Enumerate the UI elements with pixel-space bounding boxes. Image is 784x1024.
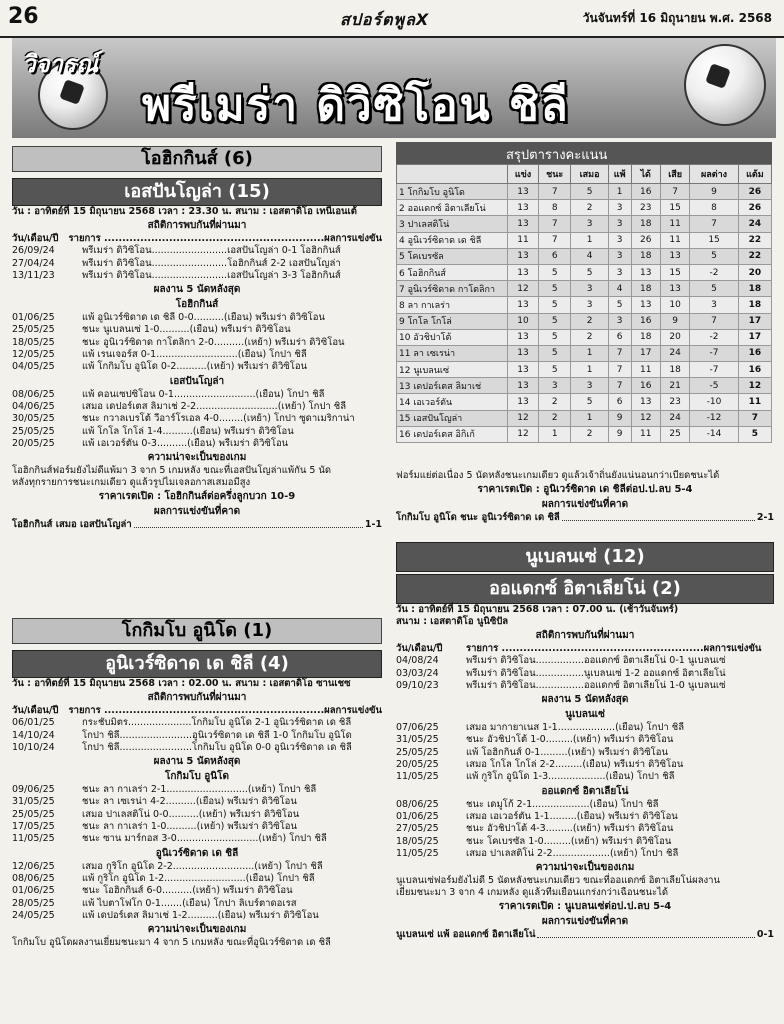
stat-cell: 2 — [571, 426, 608, 442]
match3-info: วัน : อาทิตย์ที่ 15 มิถุนายน 2568 เวลา : 07.00 น. (เช้าวันจันทร์) — [396, 604, 679, 615]
stat-cell: 7 — [660, 184, 689, 200]
stat-cell: 2 — [571, 313, 608, 329]
stat-cell: 13 — [508, 216, 539, 232]
page-number: 26 — [8, 4, 39, 29]
standings-row — [397, 362, 772, 378]
match3-home-team: นูเบลนเซ่ (12) — [396, 542, 774, 572]
stat-cell: 11 — [631, 426, 660, 442]
match3-away-label: ออแดกซ์ อิตาเลียโน่ — [541, 785, 629, 797]
stat-cell: 13 — [631, 394, 660, 410]
match3-prediction: นูเบลนเซ่ แพ้ ออแดกซ์ อิตาเลียโน่ 0-1 — [396, 929, 774, 941]
match3-odds: ราคาเรตเปิด : นูเบลนเซ่ต่อป.ป.ลบ 5-4 — [498, 901, 672, 913]
standings-row — [397, 297, 772, 313]
stat-cell: 3 — [539, 378, 571, 394]
stat-cell: 12 — [631, 410, 660, 426]
standings-row — [397, 378, 772, 394]
stat-cell: 7 — [738, 410, 771, 426]
stat-cell: 13 — [508, 297, 539, 313]
stat-cell: 6 — [539, 248, 571, 264]
match2-prob-title: ความน่าจะเป็นของเกม — [147, 924, 247, 936]
stat-cell: 13 — [508, 345, 539, 361]
match1-info: วัน : อาทิตย์ที่ 15 มิถุนายน 2568 เวลา : 23.30 น. สนาม : เอสตาดิโอ เทนีเอนเต้ — [12, 206, 357, 217]
stat-cell: 6 — [608, 394, 631, 410]
stat-cell: 5 — [539, 297, 571, 313]
match1-away-label: เอสปันโญล่า — [169, 375, 225, 387]
match2-tail — [396, 470, 774, 524]
match2-info: วัน : อาทิตย์ที่ 15 มิถุนายน 2568 เวลา : 02.00 น. สนาม : เอสตาดิโอ ซานเชซ — [12, 678, 351, 689]
table-row: 17/05/25 ชนะ ลา กาเลร่า 1-0..........(เหย้า) พรีเมร่า ดิวิซิโอน — [12, 821, 297, 833]
stat-cell: 11 — [660, 216, 689, 232]
stat-cell: 20 — [738, 264, 771, 280]
stat-cell: 5 — [571, 394, 608, 410]
stat-cell: 15 — [690, 232, 738, 248]
issue-date: วันจันทร์ที่ 16 มิถุนายน พ.ศ. 2568 — [582, 11, 772, 25]
stat-cell: 1 — [608, 184, 631, 200]
match2-prob-text-cont: ฟอร์มแย่ต่อเนื่อง 5 นัดหลังชนะเกมเดียว ดูแล้วเจ้าถิ่นยังแน่นอนกว่าเบียดชนะได้ — [396, 470, 720, 481]
team-name-cell: 11 ลา เซเรน่า — [397, 345, 508, 361]
table-row: 06/01/25 กระชับมิตร.....................โกกิมโบ อูนิโด 2-1 อูนิเวร์ซิดาด เด ชิลี — [12, 717, 352, 729]
team-name-cell: 1 โกกิมโบ อูนิโด — [397, 184, 508, 200]
match2-prob-text: โกกิมโบ อูนิโดผลงานเยี่ยมชนะมา 4 จาก 5 เกมหลัง ขณะที่อูนิเวร์ซิดาด เด ชิลี — [12, 937, 331, 949]
standings-row — [397, 184, 772, 200]
match1-body — [12, 206, 382, 531]
stat-cell: 3 — [608, 232, 631, 248]
table-row: 10/10/24 โกปา ชิลี........................โกกิมโบ อูนิโด 0-0 อูนิเวร์ซิดาด เด ชิลี — [12, 741, 352, 753]
stat-cell: 13 — [631, 297, 660, 313]
standings-row — [397, 410, 772, 426]
stat-cell: 26 — [738, 200, 771, 216]
stat-cell: 1 — [571, 362, 608, 378]
team-name-cell: 12 นูเบลนเซ่ — [397, 362, 508, 378]
stat-cell: 10 — [508, 313, 539, 329]
stat-cell: -5 — [690, 378, 738, 394]
match1-prob-text: หลังทุกรายการชนะเกมเดียว ดูแล้วรูปไมเจลอกาสเสมอมีสูง — [12, 477, 251, 489]
match2-home-team: โกกิมโบ อูนิโด (1) — [12, 618, 382, 644]
banner-title: พรีเมร่า ดิวิซิโอน ชิลี — [142, 80, 570, 131]
table-row: 28/05/25 แพ้ ไบตาโฟโก 0-1.......(เยือน) โกปา ลิเบร์ตาดอเรส — [12, 897, 297, 909]
stat-cell: 13 — [660, 248, 689, 264]
stat-cell: 13 — [631, 264, 660, 280]
standings-row — [397, 394, 772, 410]
stat-cell: 7 — [539, 232, 571, 248]
standings-table — [396, 164, 772, 443]
table-row: 04/08/24 พรีเมร่า ดิวิซิโอน................ออแดกซ์ อิตาเลียโน่ 0-1 นูเบลนเซ่ — [396, 655, 726, 667]
match2-home-label: โกกิมโบ อูนิโด — [165, 771, 229, 783]
stat-cell: 1 — [539, 426, 571, 442]
stat-cell: 4 — [571, 248, 608, 264]
stat-cell: 12 — [508, 426, 539, 442]
table-row: 08/06/25 ชนะ เดมูโก้ 2-1...................(เยือน) โกปา ชิลี — [396, 798, 659, 810]
stat-cell: 3 — [608, 264, 631, 280]
match1-home-team: โอฮิกกินส์ (6) — [12, 146, 382, 172]
stat-cell: 17 — [738, 329, 771, 345]
table-row: 18/05/25 ชนะ โคเบรซัล 1-0.........(เหย้า) พรีเมร่า ดิวิซิโอน — [396, 835, 672, 847]
stat-cell: 5 — [539, 329, 571, 345]
stat-cell: 12 — [738, 378, 771, 394]
standings-row — [397, 281, 772, 297]
stat-cell: 11 — [631, 362, 660, 378]
table-row: 24/05/25 แพ้ เดปอร์เตส ลิมาเช่ 1-2..........(เยือน) พรีเมร่า ดิวิซิโอน — [12, 909, 319, 921]
stat-cell: 2 — [539, 410, 571, 426]
table-row: 11/05/25 แพ้ กูริโก อูนิโด 1-3...................(เยือน) โกปา ชิลี — [396, 771, 675, 783]
stat-cell: 16 — [738, 362, 771, 378]
table-row: 30/05/25 ชนะ กวาลเบรโต้ วีอาร์โรเอล 4-0........(เหย้า) โกปา ซูดาเมริกาน่า — [12, 413, 355, 425]
stat-cell: 3 — [608, 200, 631, 216]
stat-cell: 13 — [508, 264, 539, 280]
stat-cell: -14 — [690, 426, 738, 442]
table-row: 13/11/23 พรีเมร่า ดิวิซิโอน.........................เอสปันโญล่า 3-3 โอฮิกกินส์ — [12, 269, 341, 281]
match2-body — [12, 678, 382, 949]
match3-body — [396, 604, 774, 941]
stat-cell: 16 — [738, 345, 771, 361]
stat-cell: 3 — [571, 378, 608, 394]
stat-cell: 6 — [608, 329, 631, 345]
standings-row — [397, 200, 772, 216]
stat-cell: 15 — [660, 264, 689, 280]
stat-cell: 23 — [660, 394, 689, 410]
match3-h2h-header: วัน/เดือน/ปี รายการ ........................................................ผลการแข่งขัน — [396, 643, 762, 654]
match2-h2h-title: สถิติการพบกันที่ผ่านมา — [147, 692, 247, 703]
match3-pred-title: ผลการแข่งขันที่คาด — [541, 916, 629, 928]
stat-cell: 5 — [539, 362, 571, 378]
team-name-cell: 16 เดปอร์เตส อิกิเก้ — [397, 426, 508, 442]
stat-cell: 7 — [608, 378, 631, 394]
table-row: 01/06/25 เสมอ เอเวอร์ตัน 1-1.........(เยือน) พรีเมร่า ดิวิซิโอน — [396, 810, 678, 822]
stat-cell: -7 — [690, 345, 738, 361]
table-row: 18/05/25 ชนะ อูนิเวร์ซิดาด กาโตลิกา 2-0..........(เหย้า) พรีเมร่า ดิวิซิโอน — [12, 336, 345, 348]
stat-cell: 24 — [738, 216, 771, 232]
table-row: 31/05/25 ชนะ อัวชิปาโต้ 1-0.........(เหย้า) พรีเมร่า ดิวิซิโอน — [396, 734, 674, 746]
match3-prob-text: นูเบลนเซ่ฟอร์มยังไม่ดี 5 นัดหลังชนะเกมเดียว ขณะที่ออแดกซ์ อิตาเลียโน่ผลงาน — [396, 875, 720, 887]
match1-prediction: โอฮิกกินส์ เสมอ เอสปันโญล่า 1-1 — [12, 519, 382, 531]
table-row: 12/05/25 แพ้ เรนเจอร์ส 0-1...........................(เยือน) โกปา ชิลี — [12, 349, 307, 361]
stat-cell: 3 — [608, 216, 631, 232]
stat-cell: 5 — [571, 264, 608, 280]
team-name-cell: 4 อูนิเวร์ซิดาด เด ชิลี — [397, 232, 508, 248]
team-name-cell: 13 เดปอร์เตส ลิมาเช่ — [397, 378, 508, 394]
stat-cell: 23 — [631, 200, 660, 216]
stat-cell: 3 — [571, 297, 608, 313]
stat-cell: 1 — [571, 345, 608, 361]
stat-cell: 5 — [690, 248, 738, 264]
stat-cell: 13 — [508, 184, 539, 200]
match2-pred-title: ผลการแข่งขันที่คาด — [541, 499, 629, 510]
stat-cell: 13 — [508, 329, 539, 345]
stat-cell: 12 — [508, 410, 539, 426]
table-row: 11/05/25 เสมอ ปาเลสติโน่ 2-2...................(เหย้า) โกปา ชิลี — [396, 847, 679, 859]
stat-cell: 5 — [738, 426, 771, 442]
match3-away-team: ออแดกซ์ อิตาเลียโน่ (2) — [396, 574, 774, 604]
table-row: 25/05/25 เสมอ ปาเลสติโน่ 0-0..........(เหย้า) พรีเมร่า ดิวิซิโอน — [12, 808, 300, 820]
match3-prob-title: ความน่าจะเป็นของเกม — [535, 862, 635, 874]
table-row: 31/05/25 ชนะ ลา เซเรน่า 4-2..........(เยือน) พรีเมร่า ดิวิซิโอน — [12, 796, 297, 808]
standings-row — [397, 264, 772, 280]
stat-cell: 7 — [539, 216, 571, 232]
stat-cell: 13 — [508, 378, 539, 394]
stat-cell: 2 — [539, 394, 571, 410]
table-row: 09/06/25 ชนะ ลา กาเลร่า 2-1...........................(เหย้า) โกปา ชิลี — [12, 784, 317, 796]
standings-row — [397, 232, 772, 248]
standings-row — [397, 313, 772, 329]
stat-cell: 18 — [738, 281, 771, 297]
newspaper-logo: สปอร์ตพูลX — [340, 10, 430, 29]
standings-row — [397, 248, 772, 264]
team-name-cell: 6 โอฮิกกินส์ — [397, 264, 508, 280]
table-row: 04/05/25 แพ้ โกกิมโบ อูนิโด 0-2..........(เหย้า) พรีเมร่า ดิวิซิโอน — [12, 361, 308, 373]
match1-away-team: เอสปันโญล่า (15) — [12, 178, 382, 206]
standings-row — [397, 216, 772, 232]
table-row: 25/05/25 แพ้ โอฮิกกินส์ 0-1.........(เหย้า) พรีเมร่า ดิวิซิโอน — [396, 746, 668, 758]
stat-cell: 11 — [508, 232, 539, 248]
team-name-cell: 9 โกโล โกโล่ — [397, 313, 508, 329]
table-row: 01/06/25 ชนะ โอฮิกกินส์ 6-0..........(เหย้า) พรีเมร่า ดิวิซิโอน — [12, 885, 293, 897]
table-row: 11/05/25 ชนะ ซาน มาร์กอส 3-0...........................(เหย้า) โกปา ชิลี — [12, 833, 327, 845]
stat-cell: 3 — [608, 248, 631, 264]
table-row: 26/09/24 พรีเมร่า ดิวิซิโอน.........................เอสปันโญล่า 0-1 โอฮิกกินส์ — [12, 245, 341, 257]
team-name-cell: 3 ปาเลสติโน่ — [397, 216, 508, 232]
stat-cell: 7 — [608, 362, 631, 378]
stat-cell: 7 — [539, 184, 571, 200]
stat-cell: 3 — [571, 281, 608, 297]
stat-cell: 5 — [539, 281, 571, 297]
stat-cell: 17 — [738, 313, 771, 329]
stat-cell: -2 — [690, 264, 738, 280]
stat-cell: 11 — [660, 232, 689, 248]
match2-away-label: อูนิเวร์ซิดาด เด ชิลี — [155, 847, 239, 859]
match2-away-team: อูนิเวร์ซิดาด เด ชิลี (4) — [12, 650, 382, 678]
match3-h2h-title: สถิติการพบกันที่ผ่านมา — [535, 630, 635, 641]
standings-header-row — [397, 165, 772, 184]
stat-cell: 7 — [608, 345, 631, 361]
stat-cell: 24 — [660, 410, 689, 426]
stat-cell: 5 — [690, 281, 738, 297]
match2-odds: ราคาเรตเปิด : อูนิเวร์ซิดาด เด ชิลีต่อป.ป.ลบ 5-4 — [477, 484, 693, 495]
stat-cell: 12 — [508, 281, 539, 297]
stat-cell: -10 — [690, 394, 738, 410]
stat-cell: 16 — [631, 313, 660, 329]
match1-prob-text: โอฮิกกินส์ฟอร์มยังไม่ดีแพ้มา 3 จาก 5 เกมหลัง ขณะที่เอสปันโญล่าแพ้กัน 5 นัด — [12, 465, 332, 477]
stat-cell: 24 — [660, 345, 689, 361]
banner-kicker: วิจารณ์ — [22, 50, 99, 78]
table-row: 20/05/25 เสมอ โกโล โกโล่ 2-2.........(เยือน) พรีเมร่า ดิวิซิโอน — [396, 759, 684, 771]
match1-prob-title: ความน่าจะเป็นของเกม — [147, 452, 247, 464]
col-team — [397, 165, 508, 184]
table-row: 03/03/24 พรีเมร่า ดิวิซิโอน................นูเบลนเซ่ 1-2 ออแดกซ์ อิตาเลียโน่ — [396, 667, 726, 679]
team-name-cell: 15 เอสปันโญล่า — [397, 410, 508, 426]
table-row: 25/05/25 แพ้ โกโล โกโล่ 1-4..........(เยือน) พรีเมร่า ดิวิซิโอน — [12, 425, 294, 437]
match1-pred-title: ผลการแข่งขันที่คาด — [153, 506, 241, 518]
stat-cell: 5 — [539, 345, 571, 361]
stat-cell: 9 — [660, 313, 689, 329]
col-drawn: เสมอ — [571, 165, 608, 184]
table-row: 04/06/25 เสมอ เดปอร์เตส ลิมาเช่ 2-2...........................(เหย้า) โกปา ชิลี — [12, 400, 347, 412]
stat-cell: 18 — [631, 329, 660, 345]
stat-cell: 22 — [738, 248, 771, 264]
table-row: 20/05/25 แพ้ เอเวอร์ตัน 0-3..........(เยือน) พรีเมร่า ดิวิซิโอน — [12, 437, 289, 449]
article-banner — [12, 38, 776, 138]
table-row: 27/05/25 ชนะ อัวชิปาโต้ 4-3.........(เหย้า) พรีเมร่า ดิวิซิโอน — [396, 823, 674, 835]
team-name-cell: 8 ลา กาเลร่า — [397, 297, 508, 313]
stat-cell: 26 — [631, 232, 660, 248]
table-row: 12/06/25 เสมอ กูริโก อูนิโด 2-2...........................(เหย้า) โกปา ชิลี — [12, 860, 323, 872]
stat-cell: 9 — [690, 184, 738, 200]
table-row: 08/06/25 แพ้ คอนเซปซิโอน 0-1...........................(เยือน) โกปา ชิลี — [12, 388, 325, 400]
stat-cell: 10 — [660, 297, 689, 313]
match2-h2h-header: วัน/เดือน/ปี รายการ .............................................................ผลการแข่งขัน — [12, 705, 382, 716]
table-row: 01/06/25 แพ้ อูนิเวร์ซิดาด เด ชิลี 0-0..........(เยือน) พรีเมร่า ดิวิซิโอน — [12, 312, 325, 324]
stat-cell: -7 — [690, 362, 738, 378]
table-row: 25/05/25 ชนะ นูเบลนเซ่ 1-0..........(เยือน) พรีเมร่า ดิวิซิโอน — [12, 324, 291, 336]
team-name-cell: 7 อูนิเวร์ซิดาด กาโตลิกา — [397, 281, 508, 297]
match1-h2h-title: สถิติการพบกันที่ผ่านมา — [147, 220, 247, 231]
stat-cell: 13 — [508, 362, 539, 378]
match1-h2h-header: วัน/เดือน/ปี รายการ .............................................................ผลการแข่งขัน — [12, 233, 382, 244]
team-name-cell: 2 ออแดกซ์ อิตาเลียโน่ — [397, 200, 508, 216]
standings-body — [397, 184, 772, 443]
stat-cell: 2 — [571, 200, 608, 216]
stat-cell: 3 — [608, 313, 631, 329]
stat-cell: 16 — [631, 184, 660, 200]
stat-cell: 18 — [738, 297, 771, 313]
stat-cell: 16 — [631, 378, 660, 394]
stat-cell: -12 — [690, 410, 738, 426]
stat-cell: 3 — [690, 297, 738, 313]
match3-prob-text: เยี่ยมชนะมา 3 จาก 4 เกมหลัง ดูแล้วทีมเยือนแกร่งกว่าเฉือนชนะได้ — [396, 887, 669, 899]
stat-cell: 5 — [608, 297, 631, 313]
standings-title: สรุปตารางคะแนน — [396, 142, 772, 164]
table-row: 09/10/23 พรีเมร่า ดิวิซิโอน................ออแดกซ์ อิตาเลียโน่ 1-0 นูเบลนเซ่ — [396, 679, 726, 691]
stat-cell: 17 — [631, 345, 660, 361]
col-lost: แพ้ — [608, 165, 631, 184]
col-played: แข่ง — [508, 165, 539, 184]
stat-cell: 7 — [690, 216, 738, 232]
stat-cell: 18 — [660, 362, 689, 378]
standings-panel — [396, 142, 772, 443]
col-for: ได้ — [631, 165, 660, 184]
stat-cell: 13 — [508, 200, 539, 216]
stat-cell: 18 — [631, 281, 660, 297]
stat-cell: 3 — [571, 216, 608, 232]
stat-cell: 2 — [571, 329, 608, 345]
table-row: 14/10/24 โกปา ชิลี........................อูนิเวร์ซิดาด เด ชิลี 1-0 โกกิมโบ อูนิโด — [12, 729, 352, 741]
table-row: 27/04/24 พรีเมร่า ดิวิซิโอน.........................โอฮิกกินส์ 2-2 เอสปันโญล่า — [12, 257, 341, 269]
team-name-cell: 10 อัวชิปาโต้ — [397, 329, 508, 345]
stat-cell: 11 — [738, 394, 771, 410]
stat-cell: 25 — [660, 426, 689, 442]
col-won: ชนะ — [539, 165, 571, 184]
stat-cell: 26 — [738, 184, 771, 200]
match1-last5-title: ผลงาน 5 นัดหลังสุด — [153, 284, 241, 296]
col-diff: ผลต่าง — [690, 165, 738, 184]
table-row: 08/06/25 แพ้ กูริโก อูนิโด 1-2...........................(เยือน) โกปา ชิลี — [12, 872, 315, 884]
team-name-cell: 5 โคเบรซัล — [397, 248, 508, 264]
match1-odds: ราคาเรตเปิด : โอฮิกกินส์ต่อครึ่งลูกบวก 10-9 — [98, 491, 296, 503]
soccer-ball-icon — [684, 44, 766, 126]
stat-cell: 7 — [690, 313, 738, 329]
match1-home-label: โอฮิกกินส์ — [175, 299, 219, 311]
stat-cell: 13 — [508, 248, 539, 264]
match3-home-label: นูเบลนเซ่ — [565, 709, 605, 721]
stat-cell: 20 — [660, 329, 689, 345]
match3-last5-title: ผลงาน 5 นัดหลังสุด — [541, 694, 629, 706]
stat-cell: 9 — [608, 426, 631, 442]
stat-cell: 5 — [539, 264, 571, 280]
match2-prediction: โกกิมโบ อูนิโด ชนะ อูนิเวร์ซิดาด เด ชิลี 2-1 — [396, 512, 774, 523]
stat-cell: 5 — [571, 184, 608, 200]
stat-cell: 8 — [690, 200, 738, 216]
stat-cell: 1 — [571, 232, 608, 248]
stat-cell: -2 — [690, 329, 738, 345]
table-row: 07/06/25 เสมอ มากายาเนส 1-1...................(เยือน) โกปา ชิลี — [396, 722, 685, 734]
stat-cell: 9 — [608, 410, 631, 426]
stat-cell: 18 — [631, 248, 660, 264]
stat-cell: 15 — [660, 200, 689, 216]
stat-cell: 5 — [539, 313, 571, 329]
team-name-cell: 14 เอเวอร์ตัน — [397, 394, 508, 410]
col-points: แต้ม — [738, 165, 771, 184]
stat-cell: 13 — [508, 394, 539, 410]
stat-cell: 4 — [608, 281, 631, 297]
stat-cell: 18 — [631, 216, 660, 232]
page-header — [0, 0, 784, 38]
standings-row — [397, 329, 772, 345]
standings-row — [397, 345, 772, 361]
match2-last5-title: ผลงาน 5 นัดหลังสุด — [153, 756, 241, 768]
stat-cell: 13 — [660, 281, 689, 297]
match3-venue: สนาม : เอสตาดิโอ นูนิซิปัล — [396, 616, 509, 627]
stat-cell: 1 — [571, 410, 608, 426]
standings-row — [397, 426, 772, 442]
col-against: เสีย — [660, 165, 689, 184]
stat-cell: 22 — [738, 232, 771, 248]
stat-cell: 21 — [660, 378, 689, 394]
stat-cell: 8 — [539, 200, 571, 216]
